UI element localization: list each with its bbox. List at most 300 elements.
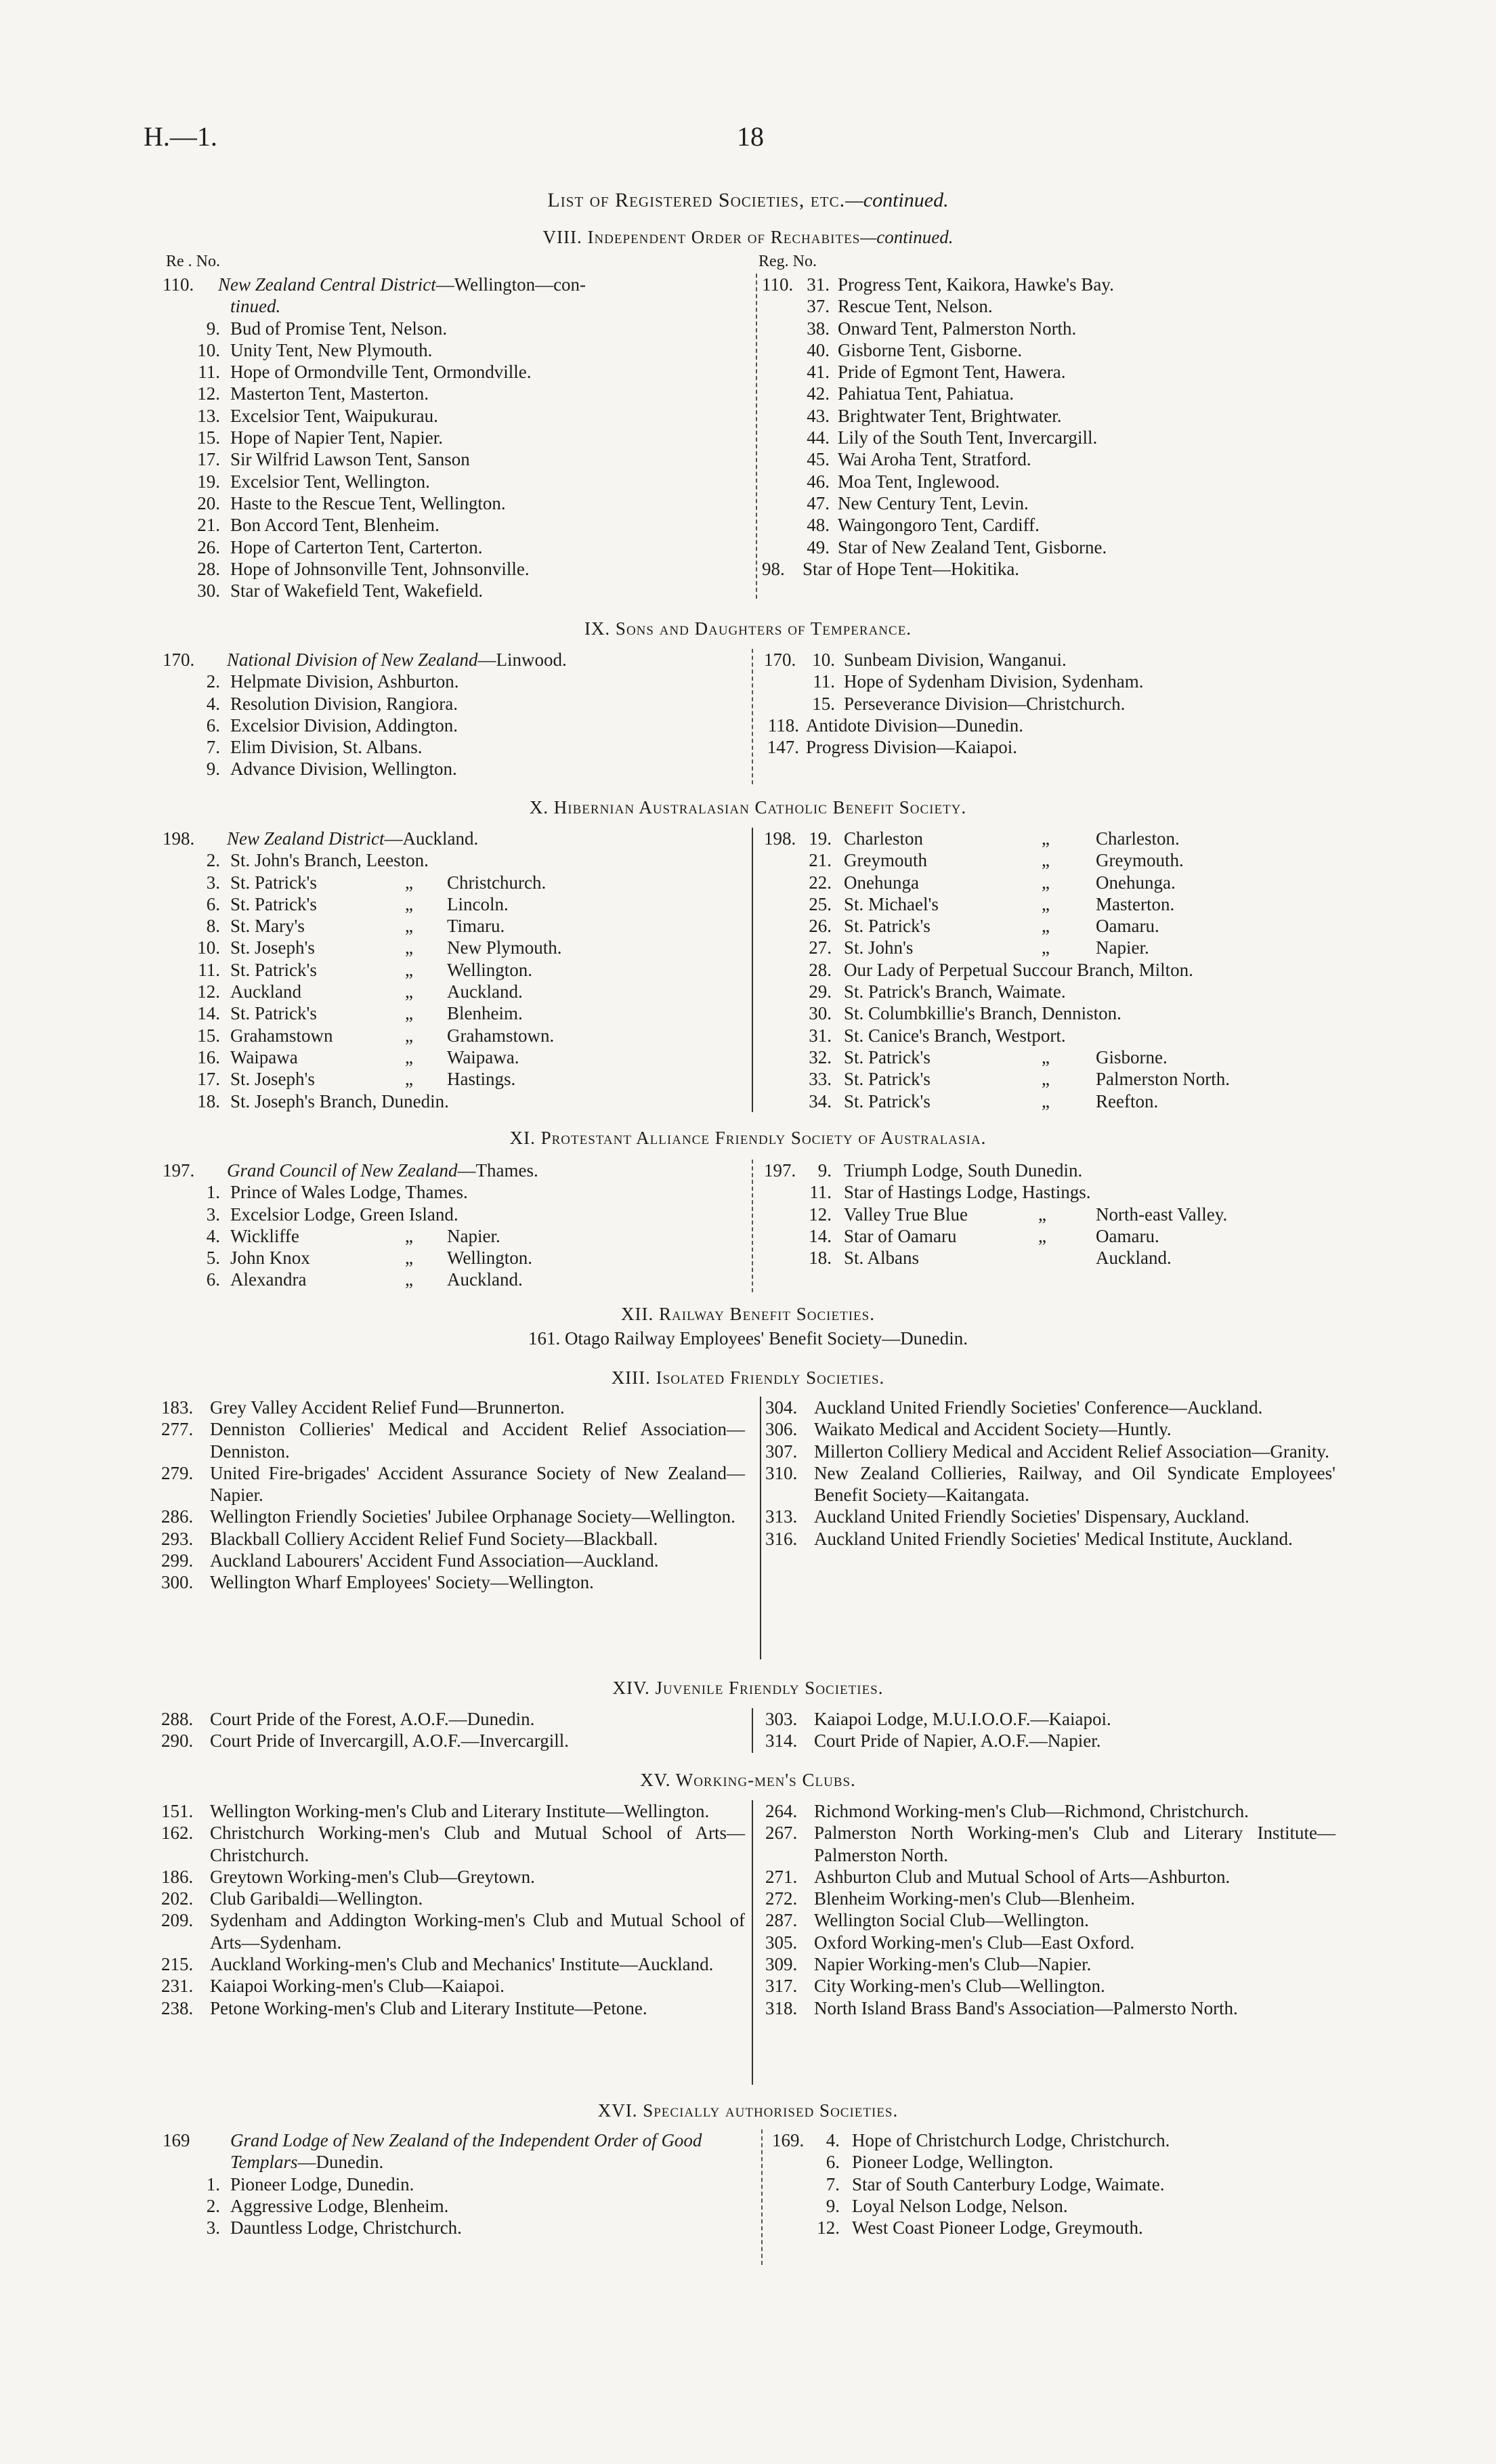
entry-text: Hope of Christchurch Lodge, Christchurch. (852, 2130, 1170, 2150)
list-item (765, 1888, 1335, 1909)
entry-text: Court Pride of Invercargill, A.O.F.—Invercargill. (210, 1730, 569, 1751)
page-number: 18 (737, 121, 764, 152)
list-item (764, 872, 1346, 893)
list-item (765, 1953, 1335, 1975)
list-item (762, 383, 1338, 404)
list-item (765, 1506, 1335, 1527)
branch-name: Excelsior Lodge, Green Island. (230, 1204, 458, 1225)
branch-name: St. Patrick's (844, 916, 931, 937)
entry-number: 147. (767, 737, 799, 758)
entry-text: Court Pride of the Forest, A.O.F.—Dunedin. (210, 1709, 535, 1729)
entry-number: 17. (197, 1069, 220, 1090)
branch-name: St. Columbkillie's Branch, Denniston. (844, 1003, 1121, 1024)
list-item (161, 1418, 745, 1462)
branch-place: Blenheim. (447, 1003, 523, 1024)
entry-text: Waingongoro Tent, Cardiff. (838, 515, 1040, 536)
entry-text: Palmerston North Working-men's Club and Literary Institute—Palmerston North. (814, 1823, 1335, 1865)
branch-place: Palmerston North. (1096, 1069, 1230, 1090)
list-item (765, 1932, 1335, 1953)
branch-name: Triumph Lodge, South Dunedin. (844, 1160, 1083, 1181)
entry-text: Kaiapoi Lodge, M.U.I.O.O.F.—Kaiapoi. (814, 1709, 1111, 1729)
list-item (764, 1247, 1346, 1269)
entry-text: Moa Tent, Inglewood. (838, 471, 1000, 492)
entry-text: Oxford Working-men's Club—East Oxford. (814, 1932, 1135, 1953)
branch-name: Alexandra (230, 1269, 307, 1290)
ditto-mark: „ (1042, 893, 1050, 914)
list-item (765, 1418, 1335, 1440)
entry-number: 30. (197, 580, 220, 601)
entry-text: Blackball Colliery Accident Relief Fund Society—Blackball. (210, 1528, 658, 1549)
list-item (161, 1822, 745, 1866)
entry-number: 28. (197, 558, 220, 579)
entry-number: 25. (809, 893, 832, 914)
ditto-mark: „ (405, 959, 413, 980)
entry-number: 272. (765, 1888, 798, 1909)
entry-number: 20. (197, 492, 220, 513)
branch-name: Star of Oamaru (844, 1225, 957, 1246)
entry-text: Wellington Wharf Employees' Society—Wellington. (210, 1572, 594, 1593)
list-item (163, 1269, 745, 1290)
list-item (163, 981, 745, 1002)
entry-number: 2. (206, 2195, 220, 2216)
entry-number: 209. (161, 1910, 194, 1931)
branch-place: Reefton. (1096, 1090, 1159, 1111)
entry-text: Pioneer Lodge, Wellington. (852, 2152, 1054, 2173)
entry-text: Grey Valley Accident Relief Fund—Brunnerton. (210, 1397, 565, 1418)
list-item (764, 671, 1340, 692)
entry-number: 290. (161, 1730, 194, 1751)
entry-number: 183. (161, 1397, 194, 1418)
ditto-mark: „ (1042, 937, 1050, 958)
section-8-left: 110. New Zealand Central District—Wellington—con- tinued. 9. Bud of Promise Tent, Nelson. 10. Unity Tent, New Plymouth. 11. Hope of Ormondville Tent, Ormondville. 12. Masterton Tent, Masterton. 13. Excelsior Tent, Waipukurau. 15. Hope of Napier Tent, Napier. 17. Sir Wilfrid Lawson Tent, Sanson 19. Excelsior Tent, Wellington. 20. Haste to the Rescue Tent, Wellington. 21. Bon Accord Tent, Blenheim. 26. Hope of Carterton Tent, Carterton. 28. Hope of Johnsonville Tent, Johnsonville. 30. Star of Wakefield Tent, Wakefield. (163, 274, 745, 601)
list-item (161, 1506, 745, 1527)
ditto-mark: „ (1042, 1046, 1050, 1067)
list-item (764, 1160, 1346, 1181)
branch-name: St. Patrick's (230, 872, 317, 893)
entry-number: 279. (161, 1462, 194, 1483)
list-item (163, 339, 745, 361)
branch-place: Christchurch. (447, 872, 547, 893)
list-item (161, 1866, 745, 1888)
list-item (765, 1909, 1335, 1931)
list-item (765, 1441, 1335, 1462)
entry-text: Brightwater Tent, Brightwater. (838, 405, 1062, 426)
list-item (764, 1002, 1346, 1024)
list-item (163, 318, 745, 339)
ditto-mark: „ (405, 872, 413, 893)
entry-number: 22. (809, 872, 832, 893)
entry-text: Aggressive Lodge, Blenheim. (230, 2195, 449, 2216)
section-15-right (765, 1800, 1335, 2019)
list-item (163, 1247, 745, 1269)
branch-name: St. Albans (844, 1248, 920, 1269)
branch-place: Auckland. (447, 981, 523, 1002)
list-item (764, 1090, 1346, 1112)
entry-number: 264. (765, 1801, 798, 1821)
entry-number: 21. (197, 515, 220, 536)
list-item (762, 448, 1338, 470)
branch-place: Hastings. (447, 1069, 516, 1090)
entry-text: Gisborne Tent, Gisborne. (838, 339, 1023, 360)
entry-text: Wai Aroha Tent, Stratford. (838, 449, 1031, 470)
section-14-left (161, 1708, 745, 1752)
entry-number: 7. (206, 737, 220, 758)
list-item (762, 427, 1338, 448)
entry-number: 16. (197, 1046, 220, 1067)
branch-name: Star of Hastings Lodge, Hastings. (844, 1182, 1091, 1203)
entry-number: 318. (765, 1997, 798, 2018)
entry-text: Masterton Tent, Masterton. (230, 383, 429, 404)
list-item (161, 1888, 745, 1909)
entry-number: 29. (809, 981, 832, 1002)
list-item (765, 1997, 1335, 2019)
entry-number: 15. (812, 693, 835, 714)
entry-text: Elim Division, St. Albans. (230, 737, 423, 758)
branch-place: New Plymouth. (447, 937, 562, 958)
list-item (161, 1953, 745, 1975)
entry-number: 37. (807, 296, 830, 317)
entry-text: Petone Working-men's Club and Literary Institute—Petone. (210, 1997, 647, 2018)
entry-number: 27. (809, 937, 832, 958)
entry-text: New Century Tent, Levin. (838, 492, 1029, 513)
entry-number: 6. (206, 893, 220, 914)
section-12-title: XII. Railway Benefit Societies. (621, 1304, 875, 1324)
list-item (163, 1090, 745, 1112)
section-9-title: IX. Sons and Daughters of Temperance. (584, 618, 912, 639)
list-item (163, 1225, 745, 1247)
section-14-title: XIV. Juvenile Friendly Societies. (612, 1678, 884, 1698)
entry-text: City Working-men's Club—Wellington. (814, 1976, 1105, 1997)
list-item (762, 339, 1338, 361)
entry-text: Waikato Medical and Accident Society—Huntly. (814, 1419, 1172, 1440)
branch-name: Greymouth (844, 850, 927, 871)
branch-name: St. John's Branch, Leeston. (230, 850, 429, 871)
entry-number: 309. (765, 1954, 798, 1975)
entry-number: 314. (765, 1730, 798, 1751)
entry-number: 271. (765, 1866, 798, 1887)
entry-text: Bud of Promise Tent, Nelson. (230, 318, 448, 339)
entry-number: 48. (807, 515, 830, 536)
section-12-entry: 161. Otago Railway Employees' Benefit Society—Dunedin. (528, 1328, 968, 1348)
section-8-right: 110. 31. Progress Tent, Kaikora, Hawke's Bay. 37. Rescue Tent, Nelson. 38. Onward Tent, Palmerston North. 40. Gisborne Tent, Gisborne. 41. Pride of Egmont Tent, Hawera. 42. Pahiatua Tent, Pahiatua. 43. Brightwater Tent, Brightwater. 44. Lily of the South Tent, Invercargill. 45. Wai Aroha Tent, Stratford. 46. Moa Tent, Inglewood. 47. New Century Tent, Levin. 48. Waingongoro Tent, Cardiff. 49. Star of New Zealand Tent, Gisborne. 98. Star of Hope Tent—Hokitika. (762, 274, 1338, 580)
entry-number: 46. (807, 471, 830, 492)
ditto-mark: „ (1042, 850, 1050, 871)
entry-number: 17. (197, 449, 220, 470)
list-item (764, 1225, 1346, 1247)
entry-number: 293. (161, 1528, 194, 1549)
list-item (163, 671, 745, 692)
entry-number: 15. (197, 1025, 220, 1046)
entry-text: United Fire-brigades' Accident Assurance Society of New Zealand—Napier. (210, 1462, 745, 1506)
entry-text: Hope of Napier Tent, Napier. (230, 427, 444, 448)
branch-place: Wellington. (447, 1248, 533, 1269)
entry-number: 12. (197, 383, 220, 404)
entry-number: 31. (807, 274, 830, 295)
entry-text: Excelsior Division, Addington. (230, 715, 458, 736)
list-item (765, 1822, 1335, 1866)
entry-number: 288. (161, 1709, 194, 1729)
list-item (764, 649, 1340, 671)
list-item (764, 849, 1346, 871)
list-item (161, 1550, 745, 1571)
branch-place: Oamaru. (1096, 1225, 1159, 1246)
entry-text: Progress Division—Kaiapoi. (806, 737, 1017, 758)
entry-text: Helpmate Division, Ashburton. (230, 671, 459, 692)
list-item (161, 1997, 745, 2019)
ditto-mark: „ (405, 1003, 413, 1024)
entry-number: 18. (809, 1248, 832, 1269)
entry-text: Progress Tent, Kaikora, Hawke's Bay. (838, 274, 1114, 295)
entry-text: Pride of Egmont Tent, Hawera. (838, 362, 1066, 383)
branch-name: Wickliffe (230, 1225, 299, 1246)
branch-place: Timaru. (447, 916, 505, 937)
list-item (764, 915, 1346, 937)
list-item (163, 361, 745, 383)
section-9-right: 170. 10. Sunbeam Division, Wanganui. 11. Hope of Sydenham Division, Sydenham. 15. Perseverance Division—Christchurch. 118. Antidote Division—Dunedin. 147. Progress Division—Kaiapoi. (764, 649, 1340, 758)
ditto-mark: „ (1042, 1090, 1050, 1111)
list-item (161, 1800, 745, 1822)
entry-number: 267. (765, 1823, 798, 1844)
entry-text: Loyal Nelson Lodge, Nelson. (852, 2195, 1068, 2216)
column-divider (752, 1708, 753, 1753)
list-item (161, 1462, 745, 1506)
list-item (161, 1909, 745, 1953)
entry-number: 18. (197, 1090, 220, 1111)
entry-number: 287. (765, 1910, 798, 1931)
entry-number: 6. (826, 2152, 840, 2173)
column-divider (752, 1800, 753, 2085)
list-title-main: List of Registered Societies, etc. (547, 189, 846, 211)
column-divider (760, 1397, 761, 1659)
entry-number: 10. (812, 650, 835, 670)
entry-number: 186. (161, 1866, 194, 1887)
list-item (163, 1025, 745, 1046)
entry-number: 19. (809, 828, 832, 849)
list-item (764, 981, 1346, 1002)
section-11-left: 197. Grand Council of New Zealand—Thames. 1. Prince of Wales Lodge, Thames. 3. Excelsior Lodge, Green Island. 4. Wickliffe „ Napier. 5. John Knox „ Wellington. 6. Alexandra „ Auckland. (163, 1160, 745, 1291)
entry-number: 11. (198, 362, 220, 383)
entry-number: 34. (809, 1090, 832, 1111)
entry-text: Lily of the South Tent, Invercargill. (838, 427, 1098, 448)
entry-text: Hope of Ormondville Tent, Ormondville. (230, 362, 532, 383)
list-item (163, 514, 745, 536)
entry-text: Napier Working-men's Club—Napier. (814, 1954, 1092, 1975)
list-item (163, 1204, 745, 1225)
entry-text: Haste to the Rescue Tent, Wellington. (230, 492, 506, 513)
list-item (163, 715, 745, 736)
list-item (163, 849, 745, 871)
entry-number: 47. (807, 492, 830, 513)
list-item (163, 492, 745, 514)
entry-text: Excelsior Tent, Waipukurau. (230, 405, 438, 426)
list-item (764, 959, 1346, 981)
ditto-mark: „ (405, 1025, 413, 1046)
entry-number: 317. (765, 1976, 798, 1997)
list-item (764, 736, 1340, 758)
list-item (163, 2217, 745, 2238)
entry-number: 1. (206, 1182, 220, 1203)
entry-text: Richmond Working-men's Club—Richmond, Christchurch. (814, 1801, 1249, 1821)
branch-name: St. Canice's Branch, Westport. (844, 1025, 1066, 1046)
branch-name: Waipawa (230, 1046, 298, 1067)
list-item (161, 1571, 745, 1593)
entry-text: Club Garibaldi—Wellington. (210, 1888, 423, 1909)
list-item (772, 2151, 1341, 2173)
entry-number: 6. (206, 1269, 220, 1290)
entry-number: 14. (197, 1003, 220, 1024)
entry-text: Bon Accord Tent, Blenheim. (230, 515, 440, 536)
entry-number: 215. (161, 1954, 194, 1975)
branch-place: Onehunga. (1096, 872, 1176, 893)
entry-text: Hope of Sydenham Division, Sydenham. (844, 671, 1144, 692)
entry-text: Dauntless Lodge, Christchurch. (230, 2217, 462, 2238)
entry-text: Auckland United Friendly Societies' Dispensary, Auckland. (814, 1506, 1249, 1527)
branch-name: St. Joseph's (230, 937, 315, 958)
entry-number: 310. (765, 1462, 798, 1483)
branch-place: North-east Valley. (1096, 1204, 1228, 1225)
column-divider (752, 649, 753, 784)
list-item (163, 580, 745, 601)
list-item (764, 1181, 1346, 1203)
branch-name: Charleston (844, 828, 923, 849)
entry-number: 313. (765, 1506, 798, 1527)
entry-number: 231. (161, 1976, 194, 1997)
branch-place: Oamaru. (1096, 916, 1159, 937)
branch-place: Masterton. (1096, 893, 1175, 914)
list-item (762, 295, 1338, 317)
entry-number: 300. (161, 1572, 194, 1593)
reg-no-header-left: Re . No. (166, 253, 220, 270)
list-item (163, 1002, 745, 1024)
ditto-mark: „ (405, 1248, 413, 1269)
entry-text: Auckland United Friendly Societies' Conference—Auckland. (814, 1397, 1263, 1418)
branch-place: Lincoln. (447, 893, 509, 914)
entry-text: Denniston Collieries' Medical and Accident Relief Association—Denniston. (210, 1419, 745, 1462)
entry-number: 202. (161, 1888, 194, 1909)
entry-text: Rescue Tent, Nelson. (838, 296, 993, 317)
list-item (764, 693, 1340, 715)
branch-name: Grahamstown (230, 1025, 333, 1046)
entry-number: 9. (817, 1160, 832, 1181)
entry-number: 21. (809, 850, 832, 871)
entry-number: 316. (765, 1528, 798, 1549)
entry-number: 307. (765, 1441, 798, 1462)
ditto-mark: „ (1038, 1204, 1046, 1225)
list-item (163, 893, 745, 915)
entry-number: 303. (765, 1709, 798, 1729)
entry-number: 10. (197, 937, 220, 958)
ditto-mark: „ (405, 981, 413, 1002)
ditto-mark: „ (1042, 828, 1050, 849)
list-item (765, 1866, 1335, 1888)
list-item: 169 Grand Lodge of New Zealand of the Independent Order of Good Templars—Dunedin. (163, 2130, 702, 2173)
ditto-mark: „ (405, 916, 413, 937)
branch-name: St. Patrick's (230, 893, 317, 914)
list-item (163, 471, 745, 492)
list-item (163, 872, 745, 893)
reg-no-header-right: Reg. No. (758, 253, 817, 270)
list-item (163, 736, 745, 758)
branch-place: Auckland. (447, 1269, 523, 1290)
list-item (762, 361, 1338, 383)
entry-number: 277. (161, 1419, 194, 1440)
entry-number: 38. (807, 318, 830, 339)
entry-number: 44. (807, 427, 830, 448)
entry-number: 30. (809, 1003, 832, 1024)
branch-name: St. Joseph's (230, 1069, 315, 1090)
entry-number: 306. (765, 1419, 798, 1440)
branch-name: Our Lady of Perpetual Succour Branch, Milton. (844, 959, 1193, 980)
list-item (161, 1708, 745, 1730)
branch-name: John Knox (230, 1248, 310, 1269)
list-item (765, 1730, 1335, 1751)
entry-number: 42. (807, 383, 830, 404)
column-divider (752, 1160, 753, 1292)
list-item (161, 1975, 745, 1997)
list-item (765, 1975, 1335, 1997)
branch-name: Prince of Wales Lodge, Thames. (230, 1182, 468, 1203)
branch-name: St. Patrick's (844, 1046, 931, 1067)
branch-name: Onehunga (844, 872, 919, 893)
list-item (764, 1046, 1346, 1068)
entry-number: 5. (206, 1248, 220, 1269)
entry-number: 32. (809, 1046, 832, 1067)
entry-text: Auckland United Friendly Societies' Medical Institute, Auckland. (814, 1528, 1293, 1549)
list-item (764, 828, 1346, 849)
list-item (772, 2173, 1341, 2195)
entry-number: 305. (765, 1932, 798, 1953)
section-10-left: 198. New Zealand District—Auckland. 2. St. John's Branch, Leeston. 3. St. Patrick's „ Christchurch. 6. St. Patrick's „ Lincoln. 8. St. Mary's „ Timaru. 10. St. Joseph's „ New Plymouth. 11. St. Patrick's „ Wellington. 12. Auckland „ Auckland. 14. St. Patrick's „ Blenheim. 15. Grahamstown „ Grahamstown. 16. Waipawa „ Waipawa. 17. St. Joseph's „ Hastings. 18. St. Joseph's Branch, Dunedin. (163, 828, 745, 1112)
branch-place: Wellington. (447, 959, 533, 980)
entry-number: 8. (206, 916, 220, 937)
entry-text: Hope of Carterton Tent, Carterton. (230, 536, 483, 557)
section-13-title: XIII. Isolated Friendly Societies. (611, 1367, 885, 1388)
entry-text: West Coast Pioneer Lodge, Greymouth. (852, 2217, 1143, 2238)
entry-number: 3. (206, 872, 220, 893)
entry-text: Star of Wakefield Tent, Wakefield. (230, 580, 484, 601)
column-divider (756, 274, 757, 599)
entry-number: 13. (197, 405, 220, 426)
list-item (765, 1708, 1335, 1730)
entry-text: Advance Division, Wellington. (230, 759, 457, 780)
ditto-mark: „ (1042, 872, 1050, 893)
list-item (163, 405, 745, 427)
entry-number: 14. (809, 1225, 832, 1246)
entry-text: Auckland Labourers' Accident Fund Association—Auckland. (210, 1550, 659, 1571)
entry-number: 3. (206, 2217, 220, 2238)
entry-text: Sydenham and Addington Working-men's Club and Mutual School of Arts—Sydenham. (210, 1910, 745, 1953)
section-10-right: 198. 19. Charleston „ Charleston. 21. Greymouth „ Greymouth. 22. Onehunga „ Onehunga. 25. St. Michael's „ Masterton. 26. St. Patrick's „ Oamaru. 27. St. John's „ Napier. 28. Our Lady of Perpetual Succour Branch, Milton. 29. St. Patrick's Branch, Waimate. 30. St. Columbkillie's Branch, Denniston. 31. St. Canice's Branch, Westport. 32. St. Patrick's „ Gisborne. 33. St. Patrick's „ Palmerston North. 34. St. Patrick's „ Reefton. (764, 828, 1346, 1112)
entry-text: Blenheim Working-men's Club—Blenheim. (814, 1888, 1135, 1909)
entry-number: 12. (197, 981, 220, 1002)
list-item (163, 915, 745, 937)
list-item (163, 2195, 745, 2217)
list-item (163, 937, 745, 958)
branch-place: Napier. (1096, 937, 1149, 958)
entry-number: 118. (767, 715, 799, 736)
branch-name: St. Michael's (844, 893, 939, 914)
page-reference: H.—1. (144, 121, 217, 152)
list-item (163, 383, 745, 404)
list-item (161, 1397, 745, 1418)
entry-number: 12. (809, 1204, 832, 1225)
entry-number: 9. (206, 318, 220, 339)
list-item (772, 2217, 1341, 2238)
entry-text: Pioneer Lodge, Dunedin. (230, 2173, 414, 2194)
list-title (0, 190, 1496, 211)
branch-place: Grahamstown. (447, 1025, 555, 1046)
entry-number: 299. (161, 1550, 194, 1571)
